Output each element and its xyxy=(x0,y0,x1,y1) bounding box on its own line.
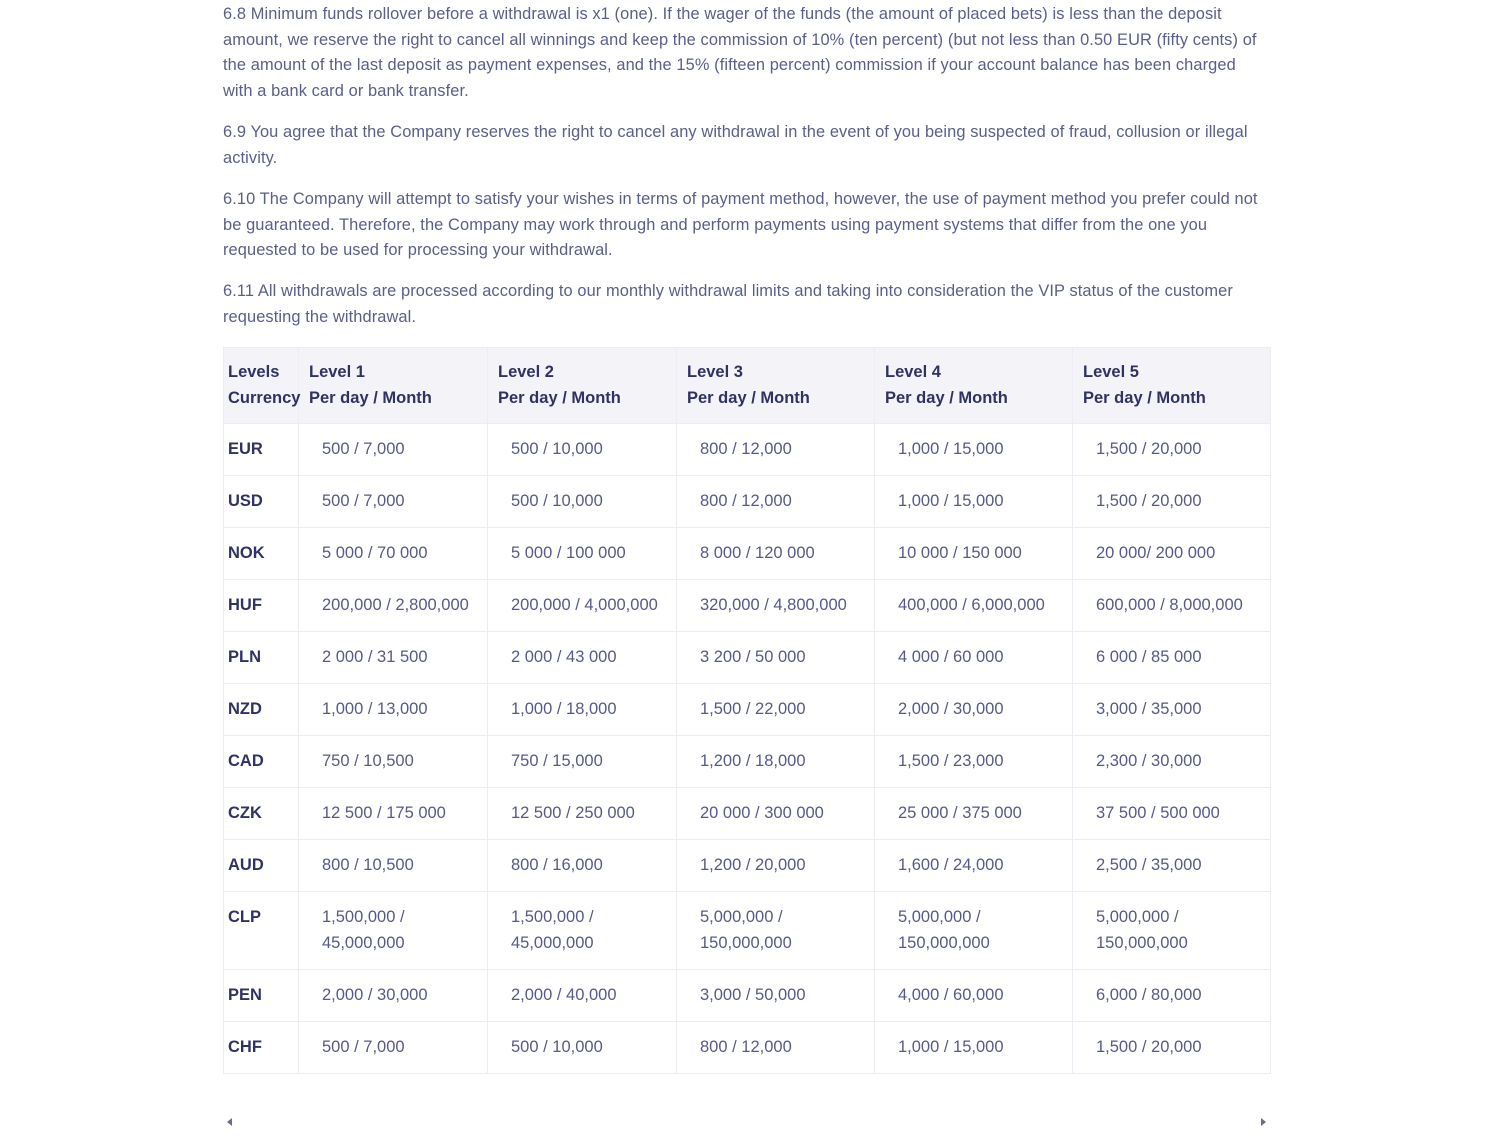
limit-cell-level-1: 500 / 7,000 xyxy=(299,1021,488,1073)
table-row xyxy=(224,840,1271,892)
table-row xyxy=(224,580,1271,632)
header-level-title: Level 5 xyxy=(1083,363,1139,381)
header-level-title: Level 3 xyxy=(687,363,743,381)
header-level-4 xyxy=(875,348,1073,424)
limit-cell-level-5: 600,000 / 8,000,000 xyxy=(1073,580,1271,632)
limit-cell-level-1: 2 000 / 31 500 xyxy=(299,632,488,684)
limit-cell-level-3: 800 / 12,000 xyxy=(677,424,875,476)
limit-cell-level-3: 1,500 / 22,000 xyxy=(677,684,875,736)
limit-cell-level-5: 1,500 / 20,000 xyxy=(1073,476,1271,528)
table-row xyxy=(224,528,1271,580)
currency-cell: CLP xyxy=(224,892,299,970)
currency-cell: NOK xyxy=(224,528,299,580)
limit-cell-level-1: 5 000 / 70 000 xyxy=(299,528,488,580)
currency-cell: PLN xyxy=(224,632,299,684)
limit-cell-level-3: 20 000 / 300 000 xyxy=(677,788,875,840)
limit-cell-level-1: 200,000 / 2,800,000 xyxy=(299,580,488,632)
table-row xyxy=(224,892,1271,970)
limit-cell-level-5: 6 000 / 85 000 xyxy=(1073,632,1271,684)
header-level-sub: Per day / Month xyxy=(1083,388,1206,407)
currency-cell: NZD xyxy=(224,684,299,736)
limit-cell-level-4: 1,000 / 15,000 xyxy=(875,1021,1073,1073)
limit-cell-level-4: 1,000 / 15,000 xyxy=(875,424,1073,476)
header-levels-currency xyxy=(224,348,299,424)
header-currency-label: Currency xyxy=(228,388,301,407)
limit-cell-level-2: 750 / 15,000 xyxy=(488,736,677,788)
limit-cell-level-2: 500 / 10,000 xyxy=(488,476,677,528)
limit-cell-level-1: 12 500 / 175 000 xyxy=(299,788,488,840)
limit-cell-level-2: 2,000 / 40,000 xyxy=(488,969,677,1021)
limit-cell-level-5: 1,500 / 20,000 xyxy=(1073,1021,1271,1073)
paragraph-6-10: 6.10 The Company will attempt to satisfy your wishes in terms of payment method, however, the use of payment method you prefer could not be guaranteed. Therefore, the Company may work through and perform payments using payment systems that differ from the one you requested to be used for processing your withdrawal. xyxy=(223,190,1258,260)
limit-cell-level-1: 500 / 7,000 xyxy=(299,424,488,476)
header-level-sub: Per day / Month xyxy=(498,388,621,407)
currency-cell: PEN xyxy=(224,969,299,1021)
limit-cell-level-4: 2,000 / 30,000 xyxy=(875,684,1073,736)
limit-cell-level-1: 500 / 7,000 xyxy=(299,476,488,528)
arrow-right-icon[interactable] xyxy=(1261,1118,1266,1126)
limit-cell-level-4: 400,000 / 6,000,000 xyxy=(875,580,1073,632)
header-level-sub: Per day / Month xyxy=(687,388,810,407)
limit-cell-level-3: 3,000 / 50,000 xyxy=(677,969,875,1021)
table-header-row xyxy=(224,348,1271,424)
limit-cell-level-3: 800 / 12,000 xyxy=(677,1021,875,1073)
limit-cell-level-3: 320,000 / 4,800,000 xyxy=(677,580,875,632)
limit-cell-level-2: 500 / 10,000 xyxy=(488,1021,677,1073)
limit-cell-level-4: 1,000 / 15,000 xyxy=(875,476,1073,528)
header-level-2 xyxy=(488,348,677,424)
limit-cell-level-1: 1,000 / 13,000 xyxy=(299,684,488,736)
limit-cell-level-4: 25 000 / 375 000 xyxy=(875,788,1073,840)
table-row xyxy=(224,788,1271,840)
limit-cell-level-2: 500 / 10,000 xyxy=(488,424,677,476)
limit-cell-level-2: 2 000 / 43 000 xyxy=(488,632,677,684)
header-level-sub: Per day / Month xyxy=(885,388,1008,407)
paragraph-6-11: 6.11 All withdrawals are processed according to our monthly withdrawal limits and taking into consideration the VIP status of the customer requesting the withdrawal. xyxy=(223,282,1233,326)
arrow-left-icon[interactable] xyxy=(227,1118,232,1126)
limit-cell-level-5: 5,000,000 / 150,000,000 xyxy=(1073,892,1271,970)
limit-cell-level-2: 5 000 / 100 000 xyxy=(488,528,677,580)
table-row xyxy=(224,684,1271,736)
limit-cell-level-2: 800 / 16,000 xyxy=(488,840,677,892)
table-body xyxy=(224,424,1271,1074)
limit-cell-level-5: 1,500 / 20,000 xyxy=(1073,424,1271,476)
limit-cell-level-2: 1,500,000 / 45,000,000 xyxy=(488,892,677,970)
limit-cell-level-5: 6,000 / 80,000 xyxy=(1073,969,1271,1021)
limit-cell-level-3: 800 / 12,000 xyxy=(677,476,875,528)
currency-cell: AUD xyxy=(224,840,299,892)
header-levels-label: Levels xyxy=(228,363,280,381)
table-row xyxy=(224,476,1271,528)
limit-cell-level-3: 3 200 / 50 000 xyxy=(677,632,875,684)
table-row xyxy=(224,1021,1271,1073)
limit-cell-level-1: 2,000 / 30,000 xyxy=(299,969,488,1021)
limit-cell-level-5: 20 000/ 200 000 xyxy=(1073,528,1271,580)
table-row xyxy=(224,424,1271,476)
header-level-sub: Per day / Month xyxy=(309,388,432,407)
withdrawal-limits-table-container[interactable] xyxy=(223,347,1270,1074)
table-row xyxy=(224,632,1271,684)
currency-cell: HUF xyxy=(224,580,299,632)
header-level-title: Level 1 xyxy=(309,363,365,381)
currency-cell: CZK xyxy=(224,788,299,840)
currency-cell: EUR xyxy=(224,424,299,476)
limit-cell-level-3: 1,200 / 20,000 xyxy=(677,840,875,892)
limit-cell-level-4: 10 000 / 150 000 xyxy=(875,528,1073,580)
currency-cell: CAD xyxy=(224,736,299,788)
limit-cell-level-1: 750 / 10,500 xyxy=(299,736,488,788)
limit-cell-level-2: 200,000 / 4,000,000 xyxy=(488,580,677,632)
limit-cell-level-3: 5,000,000 / 150,000,000 xyxy=(677,892,875,970)
table-row xyxy=(224,969,1271,1021)
currency-cell: CHF xyxy=(224,1021,299,1073)
header-level-title: Level 4 xyxy=(885,363,941,381)
header-level-1 xyxy=(299,348,488,424)
limit-cell-level-1: 800 / 10,500 xyxy=(299,840,488,892)
limit-cell-level-4: 5,000,000 / 150,000,000 xyxy=(875,892,1073,970)
header-level-title: Level 2 xyxy=(498,363,554,381)
limit-cell-level-4: 4,000 / 60,000 xyxy=(875,969,1073,1021)
limit-cell-level-5: 2,500 / 35,000 xyxy=(1073,840,1271,892)
limit-cell-level-5: 2,300 / 30,000 xyxy=(1073,736,1271,788)
header-level-5 xyxy=(1073,348,1271,424)
header-level-3 xyxy=(677,348,875,424)
limit-cell-level-3: 1,200 / 18,000 xyxy=(677,736,875,788)
limit-cell-level-4: 4 000 / 60 000 xyxy=(875,632,1073,684)
paragraph-6-9: 6.9 You agree that the Company reserves the right to cancel any withdrawal in the event of you being suspected of fraud, collusion or illegal activity. xyxy=(223,123,1248,167)
table-row xyxy=(224,736,1271,788)
limit-cell-level-2: 12 500 / 250 000 xyxy=(488,788,677,840)
limit-cell-level-1: 1,500,000 / 45,000,000 xyxy=(299,892,488,970)
limit-cell-level-4: 1,600 / 24,000 xyxy=(875,840,1073,892)
limit-cell-level-5: 3,000 / 35,000 xyxy=(1073,684,1271,736)
currency-cell: USD xyxy=(224,476,299,528)
limit-cell-level-4: 1,500 / 23,000 xyxy=(875,736,1073,788)
limit-cell-level-5: 37 500 / 500 000 xyxy=(1073,788,1271,840)
limit-cell-level-2: 1,000 / 18,000 xyxy=(488,684,677,736)
paragraph-6-8: 6.8 Minimum funds rollover before a withdrawal is x1 (one). If the wager of the funds (the amount of placed bets) is less than the deposit amount, we reserve the right to cancel all winnings and keep the commission of 10% (ten percent) (but not less than 0.50 EUR (fifty cents) of the amount of the last deposit as payment expenses, and the 15% (fifteen percent) commission if your account balance has been charged with a bank card or bank transfer. xyxy=(223,5,1257,101)
limit-cell-level-3: 8 000 / 120 000 xyxy=(677,528,875,580)
withdrawal-limits-table xyxy=(223,347,1271,1074)
